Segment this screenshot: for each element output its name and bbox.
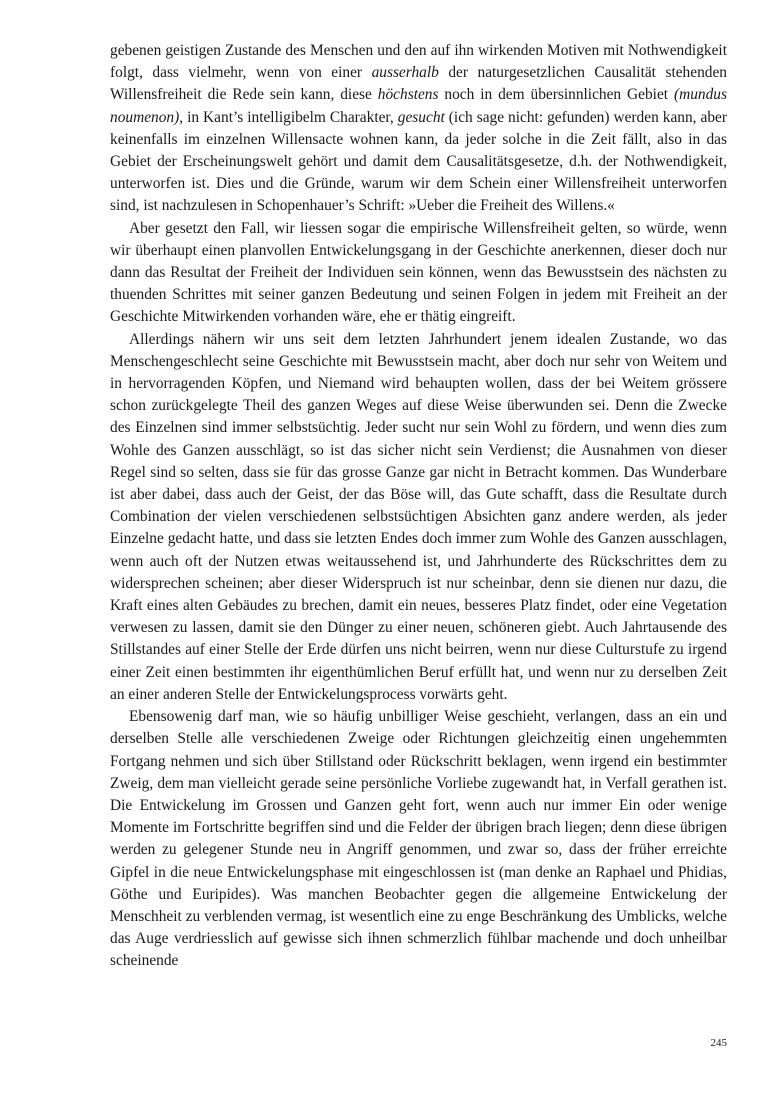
text-run: (ich sage nicht: gefunden) werden kann, aber keinenfalls im einzelnen Willensacte wohnen kann, da jeder solche in die Zeit fällt, also in das Gebiet der Erscheinungswelt gehört und damit dem Causalitätsgesetze, d.h. der Nothwendigkeit, unterworfen ist. Dies und die Gründe, warum wir dem Schein einer Willensfreiheit unterworfen sind, ist nachzulesen in Schopenhauer’s Schrift: »Ueber die Freiheit des Willens.« [110,108,727,215]
paragraph [110,40,727,218]
paragraph [110,218,727,329]
text-run: Ebensowenig darf man, wie so häufig unbilliger Weise geschieht, verlangen, dass an ein und derselben Stelle alle verschiedenen Zweige oder Richtungen gleichzeitig einen ungehemmten Fortgang nehmen und sich über Stillstand oder Rückschritt beklagen, wenn irgend ein bestimmter Zweig, dem man vielleicht gerade seine persönliche Vorliebe zugewandt hat, in Verfall gerathen ist. Die Entwickelung im Grossen und Ganzen geht fort, wenn auch nur immer Ein oder wenige Momente im Fortschritte begriffen sind und die Felder der übrigen brach liegen; denn diese übrigen werden zu gelegener Stunde neu in Angriff genommen, und zwar so, dass der früher erreichte Gipfel in die neue Entwickelungsphase mit eingeschlossen ist (man denke an Raphael und Phidias, Göthe und Euripides). Was manchen Beobachter gegen die allgemeine Entwickelung der Menschheit zu verblenden vermag, ist wesentlich eine zu enge Beschränkung des Umblicks, welche das Auge verdriesslich auf gewisse sich ihnen schmerzlich fühlbar machende und doch unheilbar scheinende [110,708,727,970]
page-body [110,40,727,973]
italic-text: ausserhalb [371,64,439,82]
paragraph [110,706,727,972]
paragraph [110,329,727,706]
italic-text: (mundus noumenon) [110,86,727,126]
text-run: gebenen geistigen Zustande des Menschen und den auf ihn wirkenden Motiven mit Nothwendigkeit folgt, dass vielmehr, wenn von einer [110,42,727,82]
text-run: , in Kant’s intelligibelm Charakter, [179,108,398,126]
italic-text: höchstens [377,86,439,104]
text-run: Allerdings nähern wir uns seit dem letzten Jahrhundert jenem idealen Zustande, wo das Menschengeschlecht seine Geschichte mit Bewusstsein macht, aber doch nur sehr von Weitem und in hervorragenden Köpfen, und Niemand wird behaupten wollen, dass der bei Weitem grössere schon zurückgelegte Theil des ganzen Weges auf diese Weise überwunden sei. Denn die Zwecke des Einzelnen sind immer selbstsüchtig. Jeder sucht nur sein Wohl zu fördern, und wenn dies zum Wohle des Ganzen ausschlägt, so ist das sicher nicht sein Verdienst; die Ausnahmen von dieser Regel sind so selten, dass sie für das grosse Ganze gar nicht in Betracht kommen. Das Wunderbare ist aber dabei, dass auch der Geist, der das Böse will, das Gute schafft, dass die Resultate durch Combination der vielen verschiedenen selbstsüchtigen Absichten ganz andere werden, als jeder Einzelne gedacht hatte, und dass sie letzten Endes doch immer zum Wohle des Ganzen ausschlagen, wenn auch oft der Nutzen etwas weitaussehend ist, und Jahrhunderte des Rückschrittes dem zu widersprechen scheinen; aber dieser Widerspruch ist nur scheinbar, denn sie dienen nur dazu, die Kraft eines alten Gebäudes zu brechen, damit ein neues, besseres Platz findet, oder eine Vegetation verwesen zu lassen, damit sie den Dünger zu einer neuen, schöneren giebt. Auch Jahrtausende des Stillstandes auf einer Stelle der Erde dürfen uns nicht beirren, wenn nur diese Culturstufe zu irgend einer Zeit einen bestimmten ihr eigenthümlichen Beruf erfüllt hat, und wenn nur zu derselben Zeit an einer anderen Stelle der Entwickelungsprocess vorwärts geht. [110,330,727,703]
text-run: noch in dem übersinnlichen Gebiet [438,86,674,104]
page-number: 245 [710,1037,727,1049]
italic-text: gesucht [397,108,445,126]
text-run: der naturgesetzlichen Causalität stehenden Willensfreiheit die Rede sein kann, diese [110,64,727,104]
text-run: Aber gesetzt den Fall, wir liessen sogar die empirische Willensfreiheit gelten, so würde, wenn wir überhaupt einen planvollen Entwickelungsgang in der Geschichte anerkennen, dieser doch nur dann das Resultat der Freiheit der Individuen sein können, wenn das Bewusstsein des nächsten zu thuenden Schrittes mit seiner ganzen Bedeutung und seinen Folgen in jedem mit Freiheit an der Geschichte Mitwirkenden vorhanden wäre, ehe er thätig eingreift. [110,219,727,326]
